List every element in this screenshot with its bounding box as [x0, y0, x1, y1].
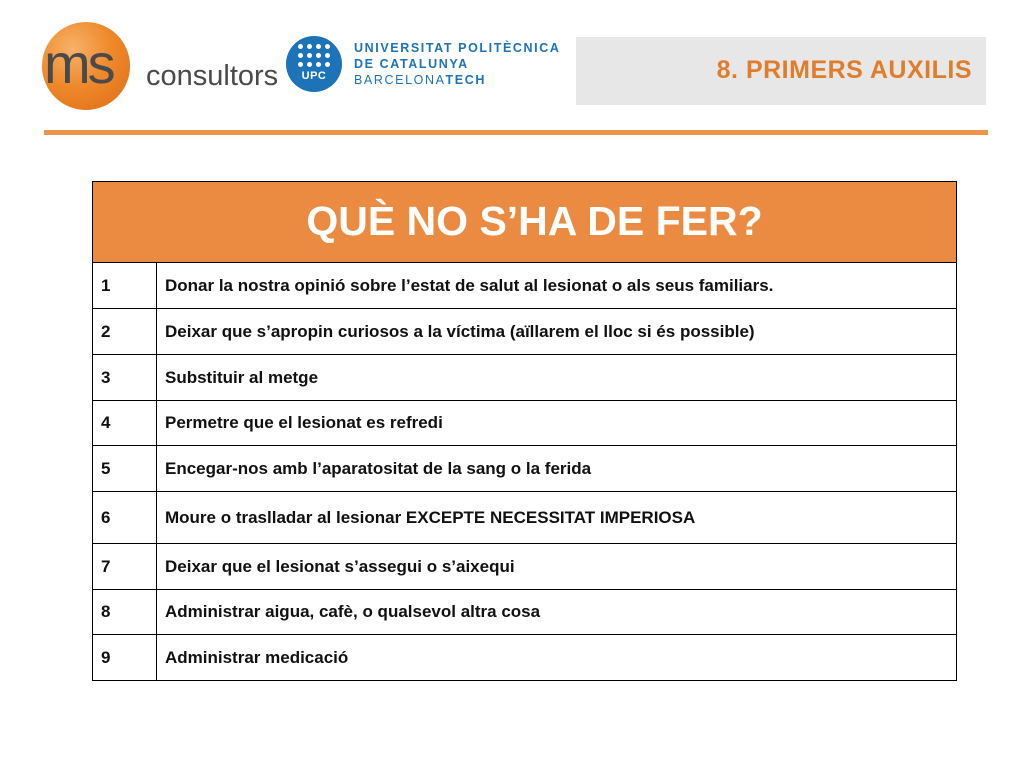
- upc-line-3: [354, 72, 560, 88]
- table-row: [93, 635, 956, 680]
- ms-logo-letters: ms: [44, 32, 113, 95]
- row-number: 2: [93, 309, 157, 354]
- row-number: 1: [93, 263, 157, 308]
- table-row: [93, 263, 956, 309]
- header-divider: [44, 130, 988, 135]
- table-row: [93, 492, 956, 544]
- section-title: 8. PRIMERS AUXILIS: [716, 56, 972, 84]
- upc-badge: [286, 36, 342, 92]
- upc-line-1: UNIVERSITAT POLITÈCNICA: [354, 41, 561, 55]
- ms-logo-word: consultors: [146, 60, 279, 92]
- upc-line-2: DE CATALUNYA: [354, 57, 469, 71]
- table-header: [93, 182, 956, 263]
- row-number: 9: [93, 635, 157, 680]
- row-text: Substituir al metge: [165, 367, 319, 387]
- row-text: Moure o traslladar al lesionar EXCEPTE NECESSITAT IMPERIOSA: [165, 507, 696, 527]
- table-row: [93, 544, 956, 590]
- row-text: Administrar medicació: [165, 647, 349, 667]
- table-heading: QUÈ NO S’HA DE FER?: [306, 198, 763, 244]
- row-number: 6: [93, 492, 157, 543]
- upc-line-3-bold: TECH: [445, 73, 486, 87]
- row-number: 5: [93, 446, 157, 491]
- row-text: Encegar-nos amb l’aparatositat de la sang o la ferida: [165, 458, 592, 478]
- ms-consultors-logo: [42, 22, 282, 112]
- table-row: [93, 590, 956, 635]
- row-text: Permetre que el lesionat es refredi: [165, 413, 443, 432]
- upc-line-3-light: BARCELONA: [354, 73, 446, 87]
- table-row: [93, 446, 956, 492]
- upc-dots-icon: [298, 44, 330, 68]
- row-number: 4: [93, 401, 157, 445]
- section-title-box: [576, 37, 986, 105]
- upc-logo: [286, 36, 561, 96]
- row-text: Deixar que el lesionat s’assegui o s’aixequi: [165, 556, 515, 576]
- table-row: [93, 355, 956, 401]
- donts-table: [92, 181, 957, 681]
- row-number: 7: [93, 544, 157, 589]
- row-text: Deixar que s’apropin curiosos a la víctima (aïllarem el lloc si és possible): [165, 321, 755, 341]
- row-text: Administrar aigua, cafè, o qualsevol altra cosa: [165, 602, 541, 621]
- row-number: 3: [93, 355, 157, 400]
- row-number: 8: [93, 590, 157, 634]
- table-row: [93, 401, 956, 446]
- upc-acronym: UPC: [301, 70, 327, 82]
- upc-wordmark: [354, 40, 560, 88]
- row-text: Donar la nostra opinió sobre l’estat de salut al lesionat o als seus familiars.: [165, 275, 774, 295]
- table-row: [93, 309, 956, 355]
